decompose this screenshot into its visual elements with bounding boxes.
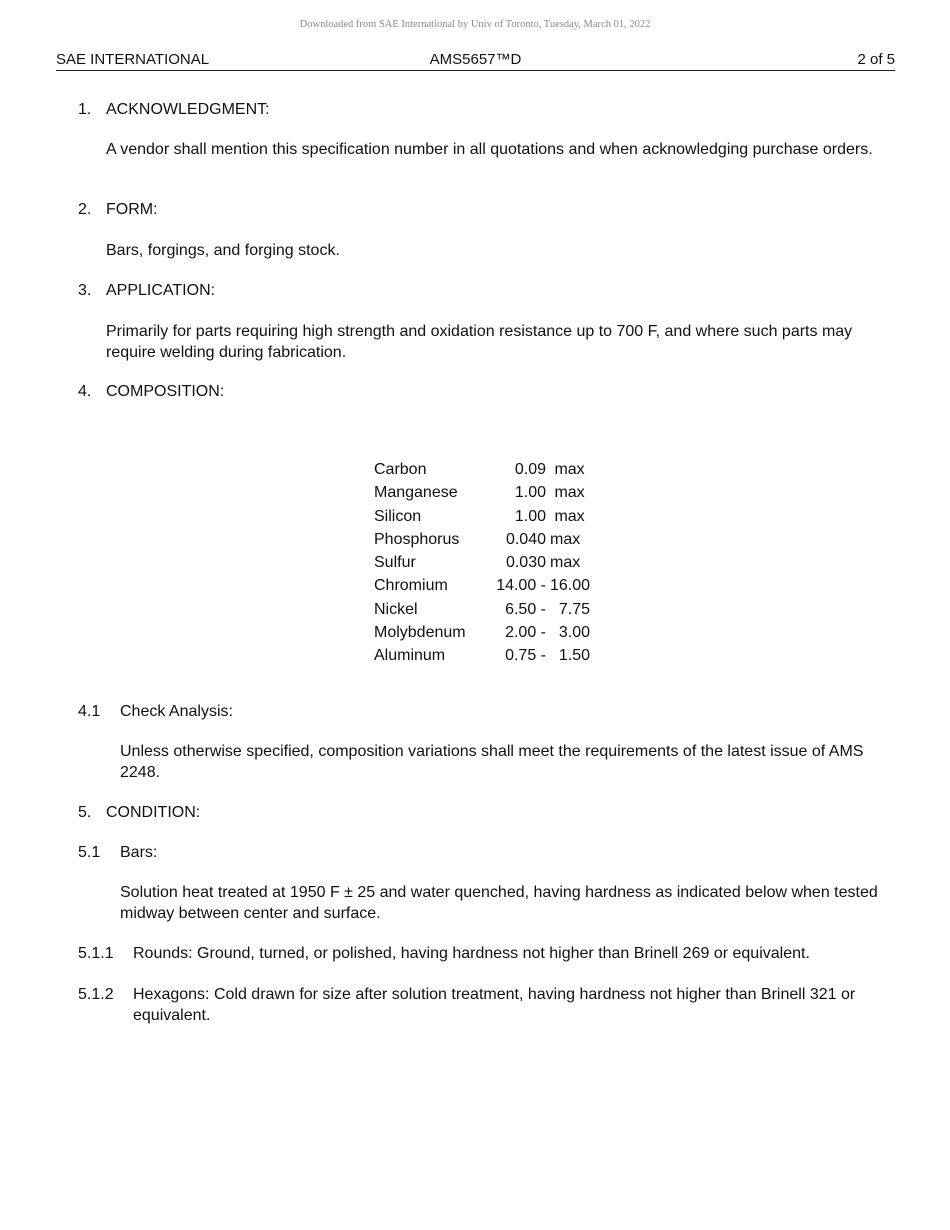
section-number: 3. xyxy=(78,282,92,299)
header-page-number: 2 of 5 xyxy=(857,51,895,68)
element-value: 2.00 - xyxy=(505,624,546,642)
section-1-text: A vendor shall mention this specification number in all quotations and when acknowledging purchase orders. xyxy=(106,141,873,158)
section-heading: FORM: xyxy=(106,201,158,218)
element-limit: 3.00 xyxy=(550,624,591,642)
section-heading: COMPOSITION: xyxy=(106,383,225,400)
element-limit: max xyxy=(550,530,581,548)
section-number: 5. xyxy=(78,804,92,821)
composition-row xyxy=(374,483,600,506)
element-limit: max xyxy=(550,484,585,502)
composition-row xyxy=(374,623,600,646)
element-limit: max xyxy=(550,554,581,572)
section-5-1-text: Solution heat treated at 1950 F ± 25 and water quenched, having hardness as indicated below when tested midway between center and surface. xyxy=(120,884,878,922)
section-number: 2. xyxy=(78,201,92,218)
element-limit: max xyxy=(550,461,585,478)
composition-row xyxy=(374,646,600,669)
section-text: Hexagons: Cold drawn for size after solution treatment, having hardness not higher than Brinell 321 or equivalent. xyxy=(133,986,856,1024)
section-number: 1. xyxy=(78,101,92,118)
element-value: 6.50 - xyxy=(505,600,546,618)
element-name: Molybdenum xyxy=(374,624,466,642)
element-limit: 1.50 xyxy=(550,647,591,665)
section-number: 5.1.1 xyxy=(78,945,114,962)
composition-row xyxy=(374,600,600,623)
section-heading: Bars: xyxy=(120,844,158,861)
element-limit: 16.00 xyxy=(550,577,591,595)
element-name: Sulfur xyxy=(374,554,416,572)
section-2-text: Bars, forgings, and forging stock. xyxy=(106,242,340,259)
element-name: Manganese xyxy=(374,484,458,502)
element-value: 1.00 xyxy=(514,507,546,525)
composition-row xyxy=(374,460,600,483)
composition-table xyxy=(374,460,600,670)
element-value: 0.75 - xyxy=(505,647,546,665)
section-number: 5.1.2 xyxy=(78,986,114,1003)
section-heading: CONDITION: xyxy=(106,804,201,821)
section-4-1-text: Unless otherwise specified, composition variations shall meet the requirements of the latest issue of AMS 2248. xyxy=(120,743,864,781)
element-limit: max xyxy=(550,507,585,525)
element-value: 0.040 xyxy=(505,530,546,548)
element-value: 0.030 xyxy=(505,554,546,572)
page-header xyxy=(56,50,895,71)
element-name: Phosphorus xyxy=(374,530,460,548)
header-doc-id: AMS5657™D xyxy=(429,51,522,68)
composition-row xyxy=(374,530,600,553)
element-name: Nickel xyxy=(374,600,418,618)
section-heading: Check Analysis: xyxy=(120,703,233,720)
section-3-text: Primarily for parts requiring high strength and oxidation resistance up to 700 F, and where such parts may require welding during fabrication. xyxy=(106,323,853,361)
element-limit: 7.75 xyxy=(550,600,591,618)
section-text: Rounds: Ground, turned, or polished, having hardness not higher than Brinell 269 or equivalent. xyxy=(133,945,810,962)
element-name: Silicon xyxy=(374,507,422,525)
element-name: Aluminum xyxy=(374,647,446,665)
section-number: 4.1 xyxy=(78,703,101,720)
element-value: 1.00 xyxy=(514,484,546,502)
element-value: 0.09 xyxy=(514,461,546,478)
composition-row xyxy=(374,507,600,530)
section-number: 5.1 xyxy=(78,844,101,861)
header-org: SAE INTERNATIONAL xyxy=(56,51,210,68)
section-heading: APPLICATION: xyxy=(106,282,216,299)
composition-row xyxy=(374,553,600,576)
section-number: 4. xyxy=(78,383,92,400)
composition-row xyxy=(374,576,600,599)
section-heading: ACKNOWLEDGMENT: xyxy=(106,101,270,118)
element-name: Chromium xyxy=(374,577,448,595)
element-name: Carbon xyxy=(374,461,427,478)
download-watermark: Downloaded from SAE International by Univ of Toronto, Tuesday, March 01, 2022 xyxy=(299,19,651,30)
element-value: 14.00 - xyxy=(496,577,546,595)
